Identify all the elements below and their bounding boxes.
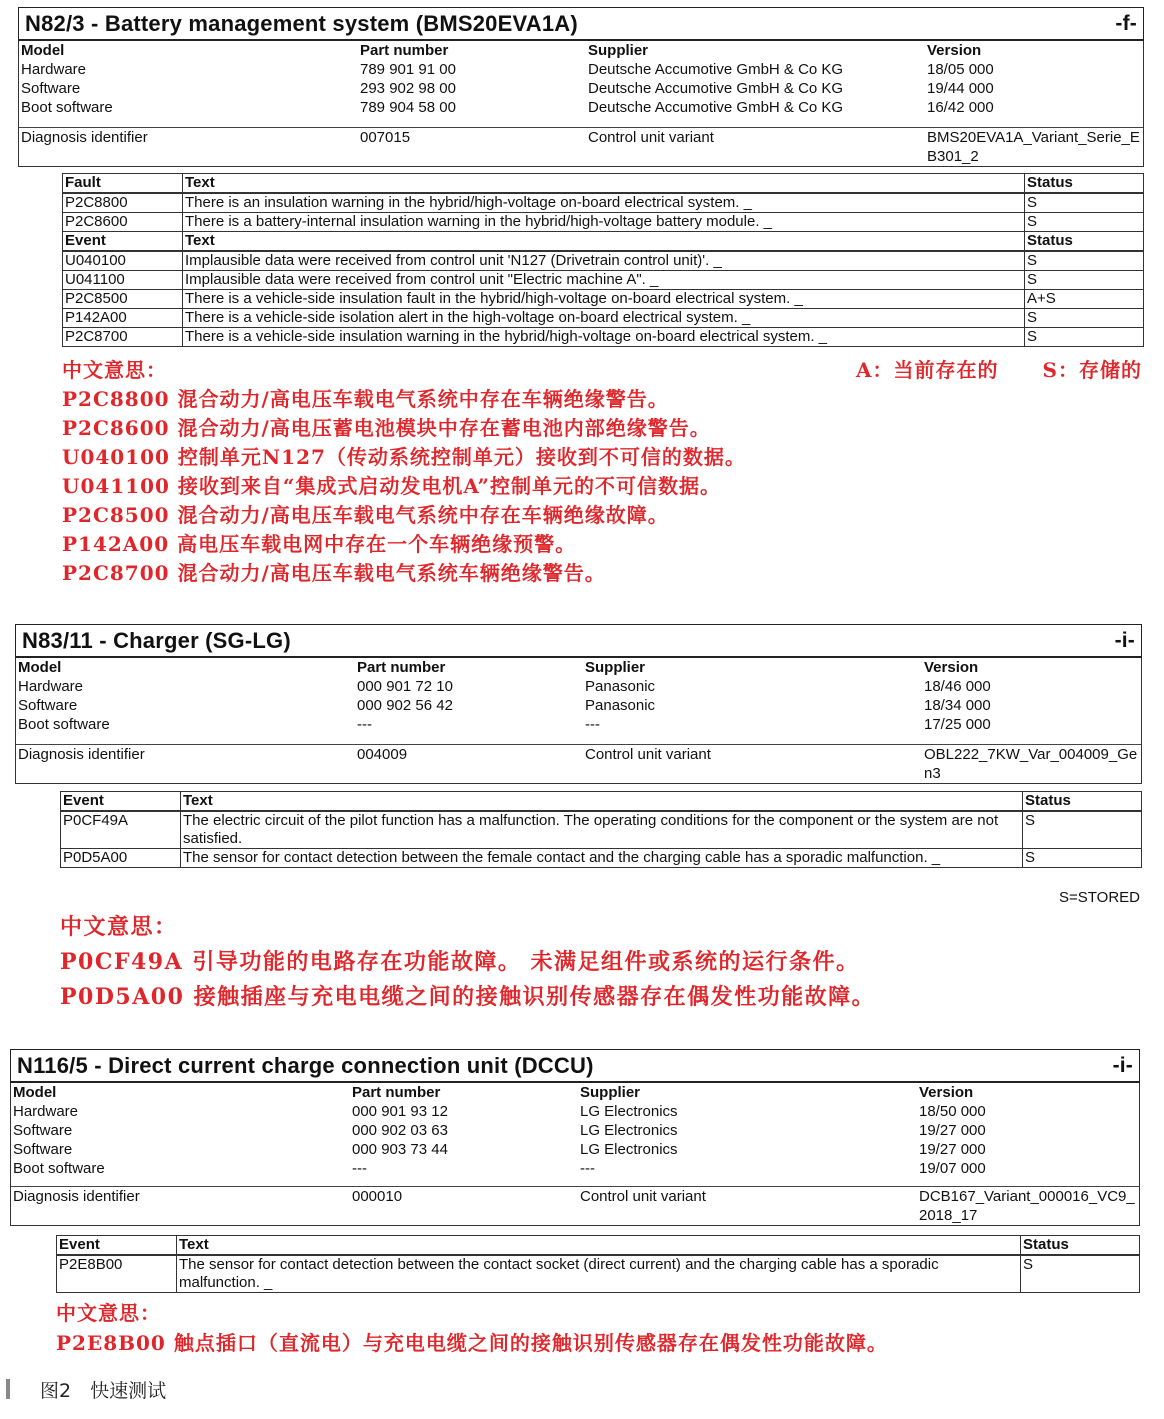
info-row bbox=[11, 1140, 1139, 1159]
code-header: Fault bbox=[63, 174, 183, 194]
diag-row bbox=[11, 1187, 1139, 1225]
charger-code-table bbox=[60, 791, 1142, 868]
ecu-block-charger bbox=[15, 624, 1142, 784]
text-header: Text bbox=[183, 232, 1025, 252]
info-row bbox=[16, 715, 1141, 734]
supplier-header: Supplier bbox=[588, 42, 649, 59]
status-header: Status bbox=[1025, 232, 1144, 252]
variant-label: Control unit variant bbox=[588, 129, 714, 146]
diag-row bbox=[19, 128, 1143, 166]
diag-value: 007015 bbox=[360, 129, 411, 146]
diag-value: 004009 bbox=[357, 746, 408, 763]
status-cell: S bbox=[1025, 309, 1144, 328]
event-header-row bbox=[63, 232, 1144, 252]
text-cell: There is an insulation warning in the hybrid/high-voltage on-board electrical system. _ bbox=[183, 193, 1025, 213]
version-cell: 18/34 000 bbox=[924, 697, 991, 714]
ecu-block-bms bbox=[18, 7, 1144, 167]
table-row bbox=[61, 811, 1142, 849]
text-cell: There is a vehicle-side insulation warning in the hybrid/high-voltage on-board electrical system. _ bbox=[183, 328, 1025, 347]
status-cell: S bbox=[1021, 1255, 1140, 1293]
text-header: Text bbox=[183, 174, 1025, 194]
diag-row bbox=[16, 745, 1141, 783]
info-row bbox=[11, 1159, 1139, 1178]
part-header: Part number bbox=[360, 42, 449, 59]
model-cell: Software bbox=[13, 1141, 73, 1158]
model-cell: Hardware bbox=[21, 61, 87, 78]
caption-marker bbox=[6, 1379, 10, 1399]
ecu-flag: -f- bbox=[1115, 11, 1137, 35]
model-cell: Software bbox=[21, 80, 81, 97]
part-cell: 000 901 93 12 bbox=[352, 1103, 448, 1120]
code-header: Event bbox=[63, 232, 183, 252]
status-cell: S bbox=[1025, 251, 1144, 271]
ecu-title: N83/11 - Charger (SG-LG) bbox=[22, 627, 291, 653]
variant-value: DCB167_Variant_000016_VC9_2018_17 bbox=[919, 1188, 1135, 1224]
variant-value: BMS20EVA1A_Variant_Serie_EB301_2 bbox=[927, 129, 1140, 165]
info-row bbox=[19, 60, 1143, 79]
status-cell: S bbox=[1025, 213, 1144, 232]
part-cell: 789 901 91 00 bbox=[360, 61, 456, 78]
part-cell: 789 904 58 00 bbox=[360, 99, 456, 116]
supplier-cell: Deutsche Accumotive GmbH & Co KG bbox=[588, 61, 844, 78]
status-cell: S bbox=[1025, 193, 1144, 213]
info-row bbox=[19, 79, 1143, 98]
code-cell: P2E8B00 bbox=[57, 1255, 177, 1293]
version-cell: 18/46 000 bbox=[924, 678, 991, 695]
code-header: Event bbox=[57, 1236, 177, 1256]
info-row bbox=[16, 696, 1141, 715]
part-cell: --- bbox=[357, 716, 372, 733]
model-cell: Boot software bbox=[21, 99, 113, 116]
text-cell: There is a vehicle-side isolation alert in the high-voltage on-board electrical system. _ bbox=[183, 309, 1025, 328]
text-cell: Implausible data were received from control unit "Electric machine A". _ bbox=[183, 271, 1025, 290]
model-header: Model bbox=[13, 1084, 57, 1101]
fault-header-row bbox=[63, 174, 1144, 194]
code-cell: P142A00 bbox=[63, 309, 183, 328]
figure-caption: 图2 快速测试 bbox=[40, 1379, 167, 1402]
diag-label: Diagnosis identifier bbox=[13, 1188, 140, 1205]
stored-note: S=STORED bbox=[1059, 889, 1140, 906]
table-row bbox=[61, 849, 1142, 868]
info-row bbox=[11, 1102, 1139, 1121]
table-row bbox=[57, 1255, 1140, 1293]
model-header: Model bbox=[21, 42, 65, 59]
supplier-cell: Panasonic bbox=[585, 678, 656, 695]
text-cell: There is a vehicle-side insulation fault in the hybrid/high-voltage on-board electrical system. _ bbox=[183, 290, 1025, 309]
version-cell: 19/27 000 bbox=[919, 1141, 986, 1158]
translation-line: P2C8800 混合动力/高电压车载电气系统中存在车辆绝缘警告。 bbox=[62, 387, 669, 411]
code-cell: U040100 bbox=[63, 251, 183, 271]
table-row bbox=[63, 309, 1144, 328]
ecu-title-bar bbox=[10, 1049, 1140, 1083]
translation-heading-row bbox=[62, 356, 1142, 385]
ecu-info bbox=[10, 1083, 1140, 1226]
info-header-row bbox=[19, 41, 1143, 60]
status-cell: S bbox=[1025, 271, 1144, 290]
supplier-cell: --- bbox=[580, 1160, 595, 1177]
supplier-header: Supplier bbox=[585, 659, 646, 676]
variant-value: OBL222_7KW_Var_004009_Gen3 bbox=[924, 746, 1138, 782]
ecu-info bbox=[15, 658, 1142, 784]
dccu-translation bbox=[56, 1298, 888, 1358]
info-header-row bbox=[11, 1083, 1139, 1102]
supplier-cell: LG Electronics bbox=[580, 1103, 678, 1120]
ecu-flag: -i- bbox=[1114, 628, 1135, 652]
text-header: Text bbox=[177, 1236, 1021, 1256]
table-row bbox=[63, 328, 1144, 347]
code-cell: P2C8500 bbox=[63, 290, 183, 309]
info-row bbox=[16, 677, 1141, 696]
code-cell: P0CF49A bbox=[61, 811, 181, 849]
translation-line: P142A00 高电压车载电网中存在一个车辆绝缘预警。 bbox=[62, 532, 577, 556]
diag-label: Diagnosis identifier bbox=[18, 746, 145, 763]
table-row bbox=[63, 251, 1144, 271]
part-cell: 000 902 56 42 bbox=[357, 697, 453, 714]
version-cell: 18/05 000 bbox=[927, 61, 994, 78]
supplier-cell: LG Electronics bbox=[580, 1141, 678, 1158]
bms-translation bbox=[62, 356, 1142, 588]
version-header: Version bbox=[927, 42, 982, 59]
version-header: Version bbox=[924, 659, 979, 676]
translation-heading: 中文意思： bbox=[62, 358, 167, 382]
version-cell: 19/27 000 bbox=[919, 1122, 986, 1139]
code-header: Event bbox=[61, 792, 181, 812]
info-row bbox=[11, 1121, 1139, 1140]
translation-line: P0CF49A 引导功能的电路存在功能故障。 未满足组件或系统的运行条件。 bbox=[60, 949, 860, 975]
legend-a: A：当前存在的 bbox=[856, 358, 999, 382]
version-header: Version bbox=[919, 1084, 974, 1101]
variant-label: Control unit variant bbox=[580, 1188, 706, 1205]
supplier-header: Supplier bbox=[580, 1084, 641, 1101]
supplier-cell: LG Electronics bbox=[580, 1122, 678, 1139]
translation-line: U040100 控制单元N127（传动系统控制单元）接收到不可信的数据。 bbox=[62, 445, 746, 469]
status-header: Status bbox=[1023, 792, 1142, 812]
ecu-title: N116/5 - Direct current charge connection unit (DCCU) bbox=[17, 1052, 594, 1078]
supplier-cell: Panasonic bbox=[585, 697, 656, 714]
code-cell: U041100 bbox=[63, 271, 183, 290]
ecu-title-bar bbox=[18, 7, 1144, 41]
model-header: Model bbox=[18, 659, 62, 676]
ecu-title: N82/3 - Battery management system (BMS20EVA1A) bbox=[25, 10, 578, 36]
diag-value: 000010 bbox=[352, 1188, 403, 1205]
variant-label: Control unit variant bbox=[585, 746, 711, 763]
model-cell: Software bbox=[13, 1122, 73, 1139]
charger-translation bbox=[60, 910, 875, 1015]
figure-caption-row bbox=[0, 1376, 166, 1402]
text-cell: The electric circuit of the pilot function has a malfunction. The operating conditions for the component or the system are not satisfied. bbox=[181, 811, 1023, 849]
status-cell: A+S bbox=[1025, 290, 1144, 309]
text-cell: Implausible data were received from control unit 'N127 (Drivetrain control unit)'. _ bbox=[183, 251, 1025, 271]
code-cell: P0D5A00 bbox=[61, 849, 181, 868]
model-cell: Software bbox=[18, 697, 78, 714]
text-header: Text bbox=[181, 792, 1023, 812]
ecu-info bbox=[18, 41, 1144, 167]
event-header-row bbox=[61, 792, 1142, 812]
translation-heading: 中文意思： bbox=[60, 914, 178, 940]
status-header: Status bbox=[1025, 174, 1144, 194]
dccu-code-table bbox=[56, 1235, 1140, 1293]
version-cell: 19/07 000 bbox=[919, 1160, 986, 1177]
part-cell: 000 901 72 10 bbox=[357, 678, 453, 695]
supplier-cell: Deutsche Accumotive GmbH & Co KG bbox=[588, 99, 844, 116]
ecu-title-bar bbox=[15, 624, 1142, 658]
status-cell: S bbox=[1023, 849, 1142, 868]
ecu-block-dccu bbox=[10, 1049, 1140, 1226]
translation-heading: 中文意思： bbox=[56, 1301, 161, 1325]
code-cell: P2C8600 bbox=[63, 213, 183, 232]
model-cell: Boot software bbox=[13, 1160, 105, 1177]
model-cell: Boot software bbox=[18, 716, 110, 733]
status-cell: S bbox=[1023, 811, 1142, 849]
version-cell: 16/42 000 bbox=[927, 99, 994, 116]
model-cell: Hardware bbox=[18, 678, 84, 695]
table-row bbox=[63, 271, 1144, 290]
info-row bbox=[19, 98, 1143, 117]
translation-line: P2C8600 混合动力/高电压蓄电池模块中存在蓄电池内部绝缘警告。 bbox=[62, 416, 711, 440]
translation-line: P2C8500 混合动力/高电压车载电气系统中存在车辆绝缘故障。 bbox=[62, 503, 669, 527]
event-header-row bbox=[57, 1236, 1140, 1256]
ecu-flag: -i- bbox=[1112, 1053, 1133, 1077]
text-cell: The sensor for contact detection between the contact socket (direct current) and the charging cable has a sporadic malfunction. _ bbox=[177, 1255, 1021, 1293]
translation-line: U041100 接收到来自“集成式启动发电机A”控制单元的不可信数据。 bbox=[62, 474, 722, 498]
code-cell: P2C8800 bbox=[63, 193, 183, 213]
part-header: Part number bbox=[357, 659, 446, 676]
version-cell: 17/25 000 bbox=[924, 716, 991, 733]
version-cell: 19/44 000 bbox=[927, 80, 994, 97]
version-cell: 18/50 000 bbox=[919, 1103, 986, 1120]
part-cell: 000 902 03 63 bbox=[352, 1122, 448, 1139]
table-row bbox=[63, 213, 1144, 232]
info-header-row bbox=[16, 658, 1141, 677]
translation-line: P2E8B00 触点插口（直流电）与充电电缆之间的接触识别传感器存在偶发性功能故障。 bbox=[56, 1331, 888, 1355]
code-cell: P2C8700 bbox=[63, 328, 183, 347]
diag-label: Diagnosis identifier bbox=[21, 129, 148, 146]
text-cell: The sensor for contact detection between the female contact and the charging cable has a sporadic malfunction. _ bbox=[181, 849, 1023, 868]
bms-code-table bbox=[62, 173, 1144, 347]
table-row bbox=[63, 193, 1144, 213]
translation-line: P2C8700 混合动力/高电压车载电气系统车辆绝缘警告。 bbox=[62, 561, 606, 585]
status-header: Status bbox=[1021, 1236, 1140, 1256]
part-cell: --- bbox=[352, 1160, 367, 1177]
translation-line: P0D5A00 接触插座与充电电缆之间的接触识别传感器存在偶发性功能故障。 bbox=[60, 984, 876, 1010]
table-row bbox=[63, 290, 1144, 309]
supplier-cell: Deutsche Accumotive GmbH & Co KG bbox=[588, 80, 844, 97]
status-cell: S bbox=[1025, 328, 1144, 347]
supplier-cell: --- bbox=[585, 716, 600, 733]
part-header: Part number bbox=[352, 1084, 441, 1101]
part-cell: 000 903 73 44 bbox=[352, 1141, 448, 1158]
legend-s: S：存储的 bbox=[1042, 358, 1142, 382]
text-cell: There is a battery-internal insulation warning in the hybrid/high-voltage battery module. _ bbox=[183, 213, 1025, 232]
part-cell: 293 902 98 00 bbox=[360, 80, 456, 97]
model-cell: Hardware bbox=[13, 1103, 79, 1120]
